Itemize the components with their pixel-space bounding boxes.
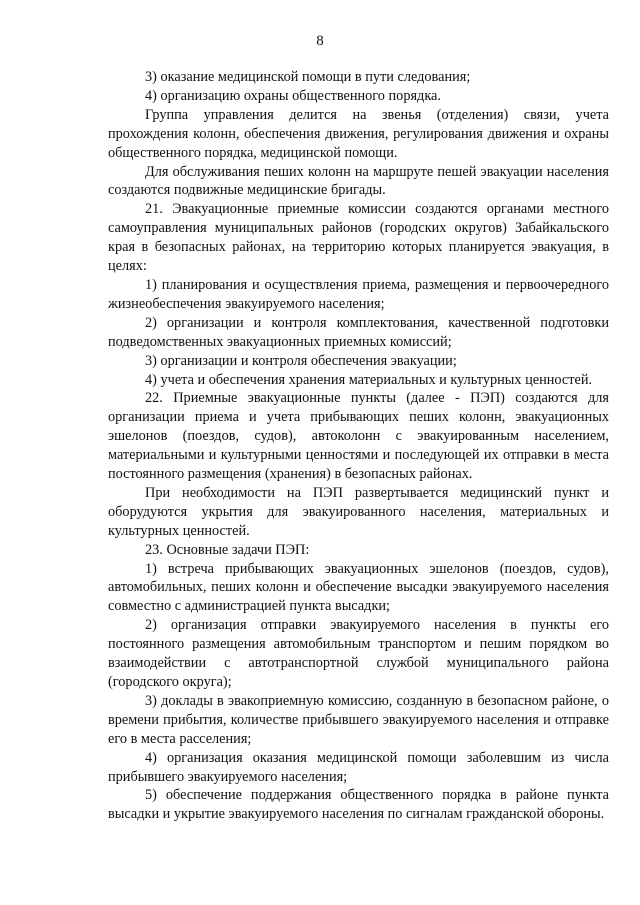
paragraph-21-item-4: 4) учета и обеспечения хранения материальных и культурных ценностей.: [145, 371, 593, 388]
paragraph-21-item-3: 3) организации и контроля обеспечения эвакуации;: [145, 352, 457, 369]
paragraph-management-group: Группа управления делится на звенья (отделения) связи, учета прохождения колонн, обеспечения движения, регулирования движения и охраны общественного порядка, медицинской помощи.: [108, 106, 609, 161]
paragraph-23-item-4: 4) организация оказания медицинской помощи заболевшим из числа прибывшего эвакуируемого населения;: [108, 749, 609, 785]
paragraph-21: 21. Эвакуационные приемные комиссии создаются органами местного самоуправления муниципальных районов (городских округов) Забайкальского края в безопасных районах, на территорию которых планируется эвакуация, в целях:: [108, 201, 609, 275]
paragraph-21-item-1: 1) планирования и осуществления приема, размещения и первоочередного жизнеобеспечения эвакуируемого населения;: [108, 276, 609, 312]
paragraph-foot-columns: Для обслуживания пеших колонн на маршруте пешей эвакуации населения создаются подвижные медицинские бригады.: [108, 163, 609, 199]
paragraph-22: 22. Приемные эвакуационные пункты (далее - ПЭП) создаются для организации приема и учета прибывающих пеших колонн, эвакуационных эшелонов (поездов, судов), автоколонн с эвакуированным населением, материальными и культурными ценностями и последующей их отправки в места постоянного размещения (хранения) в безопасных районах.: [108, 390, 609, 483]
page-number: 8: [316, 33, 324, 49]
document-body: [108, 68, 609, 824]
paragraph-23-item-3: 3) доклады в эвакоприемную комиссию, созданную в безопасном районе, о времени прибытия, количестве прибывшего эвакуируемого населения и отправке его в места расселения;: [108, 692, 609, 747]
paragraph-23-item-2: 2) организация отправки эвакуируемого населения в пункты его постоянного размещения автомобильным транспортом и пешим порядком во взаимодействии с автотранспортной службой муниципального района (городского округа);: [108, 617, 609, 690]
paragraph-item-3: 3) оказание медицинской помощи в пути следования;: [145, 69, 471, 85]
paragraph-23-item-5: 5) обеспечение поддержания общественного порядка в районе пункта высадки и укрытие эвакуируемого населения по сигналам гражданской обороны.: [108, 787, 609, 823]
paragraph-21-item-2: 2) организации и контроля комплектования, качественной подготовки подведомственных эвакуационных приемных комиссий;: [108, 314, 609, 350]
paragraph-23-item-1: 1) встреча прибывающих эвакуационных эшелонов (поездов, судов), автомобильных, пеших колонн и обеспечение высадки эвакуируемого населения совместно с администрацией пункта высадки;: [108, 560, 609, 615]
paragraph-item-4: 4) организацию охраны общественного порядка.: [145, 87, 441, 104]
paragraph-medical-point: При необходимости на ПЭП развертывается медицинский пункт и оборудуются укрытия для эвакуированного населения, материальных и культурных ценностей.: [108, 484, 609, 539]
paragraph-23: 23. Основные задачи ПЭП:: [145, 541, 310, 558]
